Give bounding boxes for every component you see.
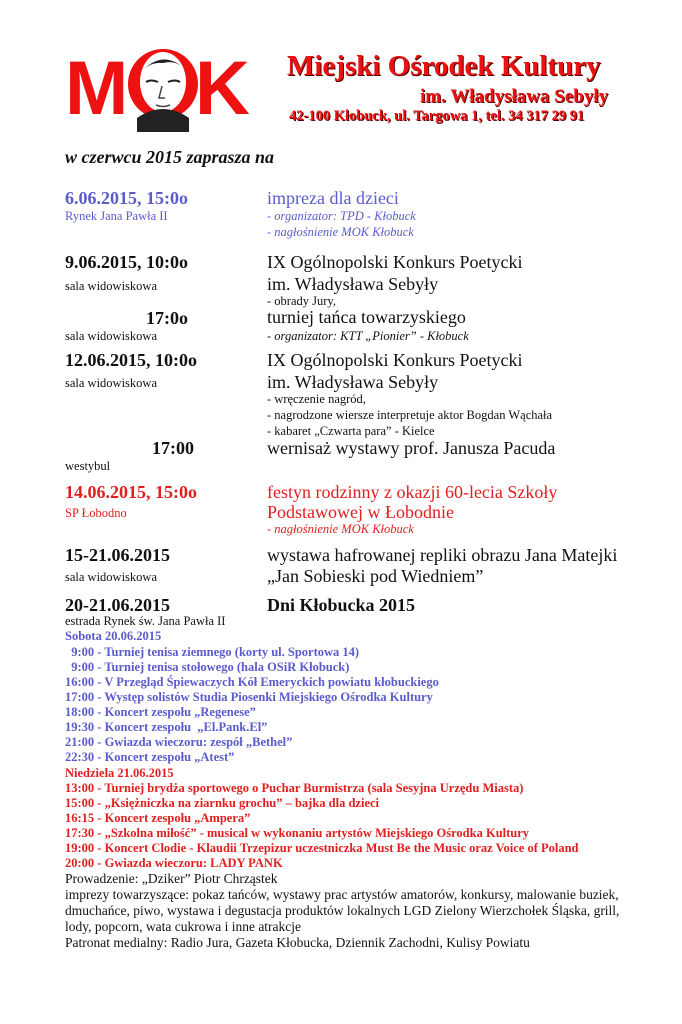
event-date: 6.06.2015, 15:0o bbox=[65, 188, 188, 208]
svg-text:M: M bbox=[65, 48, 125, 131]
event-title: IX Ogólnopolski Konkurs Poetycki bbox=[267, 350, 523, 370]
event-title: impreza dla dzieci bbox=[267, 188, 399, 208]
org-name: Miejski Ośrodek Kultury bbox=[287, 50, 601, 82]
event-date: 14.06.2015, 15:0o bbox=[65, 482, 197, 502]
event-place: Rynek Jana Pawła II bbox=[65, 209, 168, 223]
side-events-line: lody, popcorn, wata cukrowa i inne atrakcje bbox=[65, 919, 302, 934]
event-date: 17:00 bbox=[152, 438, 194, 458]
event-place: sala widowiskowa bbox=[65, 376, 157, 390]
schedule-item: 22:30 - Koncert zespołu „Atest” bbox=[65, 750, 235, 764]
schedule-item: 13:00 - Turniej brydża sportowego o Puchar Burmistrza (sala Sesyjna Urzędu Miasta) bbox=[65, 781, 524, 795]
saturday-heading: Sobota 20.06.2015 bbox=[65, 629, 162, 643]
schedule-item: 18:00 - Koncert zespołu „Regenese” bbox=[65, 705, 256, 719]
schedule-item: 9:00 - Turniej tenisa stołowego (hala OSiR Kłobuck) bbox=[65, 660, 350, 674]
event-date: 9.06.2015, 10:0o bbox=[65, 252, 188, 272]
mok-logo-graphic bbox=[63, 48, 263, 132]
event-title: im. Władysława Sebyły bbox=[267, 274, 439, 294]
event-place: westybul bbox=[65, 459, 111, 473]
schedule-item: 19:30 - Koncert zespołu „El.Pank.El” bbox=[65, 720, 268, 734]
media-patronage: Patronat medialny: Radio Jura, Gazeta Kłobucka, Dziennik Zachodni, Kulisy Powiatu bbox=[65, 935, 530, 950]
event-place: sala widowiskowa bbox=[65, 279, 157, 293]
mok-logo bbox=[63, 48, 263, 132]
event-title: Podstawowej w Łobodnie bbox=[267, 502, 454, 522]
svg-text:K: K bbox=[195, 48, 246, 131]
event-note: - organizator: TPD - Kłobuck bbox=[267, 209, 416, 223]
event-place: sala widowiskowa bbox=[65, 329, 157, 343]
sunday-heading: Niedziela 21.06.2015 bbox=[65, 766, 174, 780]
schedule-item: 17:00 - Występ solistów Studia Piosenki Miejskiego Ośrodka Kultury bbox=[65, 690, 433, 704]
schedule-item: 19:00 - Koncert Clodie - Klaudii Trzepizur uczestniczka Must Be the Music oraz Voice of Poland bbox=[65, 841, 579, 855]
side-events-line: dmuchańce, piwo, wystawa i degustacja produktów lokalnych LGD Zielony Wierzchołek Śląska, grill, bbox=[65, 903, 620, 918]
schedule-item: 20:00 - Gwiazda wieczoru: LADY PANK bbox=[65, 856, 283, 870]
event-note: - kabaret „Czwarta para” - Kielce bbox=[267, 424, 435, 438]
event-note: - nagrodzone wiersze interpretuje aktor Bogdan Wąchała bbox=[267, 408, 553, 422]
event-note: - organizator: KTT „Pionier” - Kłobuck bbox=[267, 329, 469, 343]
event-date: 15-21.06.2015 bbox=[65, 545, 170, 565]
org-patron: im. Władysława Sebyły bbox=[420, 86, 609, 107]
intro-text: w czerwcu 2015 zaprasza na bbox=[65, 147, 275, 167]
event-title: wernisaż wystawy prof. Janusza Pacuda bbox=[267, 438, 556, 458]
event-place: SP Łobodno bbox=[65, 506, 127, 520]
schedule-item: 15:00 - „Księżniczka na ziarnku grochu” – bajka dla dzieci bbox=[65, 796, 380, 810]
event-date: 12.06.2015, 10:0o bbox=[65, 350, 197, 370]
schedule-item: 16:00 - V Przegląd Śpiewaczych Kół Emeryckich powiatu kłobuckiego bbox=[65, 675, 439, 689]
schedule-item: 17:30 - „Szkolna miłość” - musical w wykonaniu artystów Miejskiego Ośrodka Kultury bbox=[65, 826, 530, 840]
event-title: im. Władysława Sebyły bbox=[267, 372, 439, 392]
schedule-item: 9:00 - Turniej tenisa ziemnego (korty ul. Sportowa 14) bbox=[65, 645, 360, 659]
schedule-item: 21:00 - Gwiazda wieczoru: zespół „Bethel” bbox=[65, 735, 293, 749]
event-date: 20-21.06.2015 bbox=[65, 595, 170, 615]
side-events-line: imprezy towarzyszące: pokaz tańców, wystawy prac artystów amatorów, konkursy, malowanie buziek, bbox=[65, 887, 619, 902]
event-note: - nagłośnienie MOK Kłobuck bbox=[267, 225, 414, 239]
org-address: 42-100 Kłobuck, ul. Targowa 1, tel. 34 317 29 91 bbox=[289, 108, 585, 124]
event-note: - obrady Jury, bbox=[267, 294, 336, 308]
schedule-item: 16:15 - Koncert zespołu „Ampera” bbox=[65, 811, 251, 825]
event-title: Dni Kłobucka 2015 bbox=[267, 595, 416, 615]
host-line: Prowadzenie: „Dziker” Piotr Chrząstek bbox=[65, 871, 278, 886]
event-title: turniej tańca towarzyskiego bbox=[267, 307, 466, 327]
event-note: - nagłośnienie MOK Kłobuck bbox=[267, 522, 414, 536]
event-place: sala widowiskowa bbox=[65, 570, 157, 584]
event-title: wystawa hafrowanej repliki obrazu Jana Matejki bbox=[267, 545, 618, 565]
event-note: - wręczenie nagród, bbox=[267, 392, 366, 406]
event-title: festyn rodzinny z okazji 60-lecia Szkoły bbox=[267, 482, 558, 502]
event-place: estrada Rynek św. Jana Pawła II bbox=[65, 614, 226, 628]
event-title: „Jan Sobieski pod Wiedniem” bbox=[267, 566, 484, 586]
event-title: IX Ogólnopolski Konkurs Poetycki bbox=[267, 252, 523, 272]
event-date: 17:0o bbox=[146, 308, 188, 328]
